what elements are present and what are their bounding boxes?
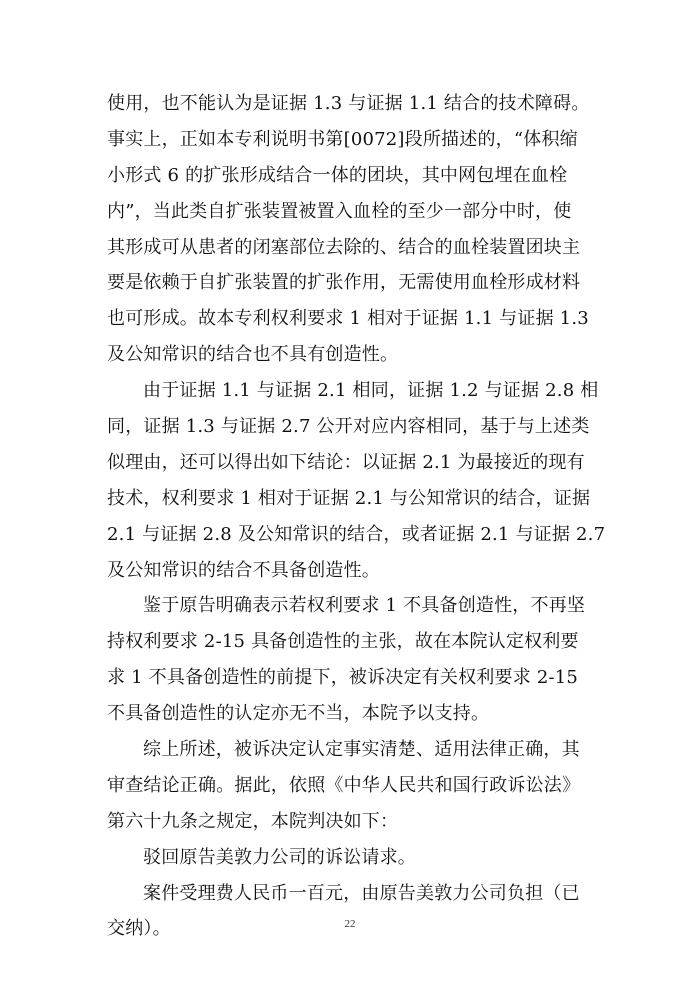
paragraph-start-line: 由于证据 1.1 与证据 2.1 相同，证据 1.2 与证据 2.8 相 xyxy=(143,380,599,402)
text-line: 及公知常识的结合不具备创造性。 xyxy=(107,559,380,581)
paragraph-start-line: 案件受理费人民币一百元，由原告美敦力公司负担（已 xyxy=(143,882,580,904)
text-line: 要是依赖于自扩张装置的扩张作用，无需使用血栓形成材料 xyxy=(107,272,581,294)
text-line: 也可形成。故本专利权利要求 1 相对于证据 1.1 与证据 1.3 xyxy=(107,308,589,330)
paragraph-start-line: 鉴于原告明确表示若权利要求 1 不具备创造性，不再坚 xyxy=(143,595,586,617)
text-line: 其形成可从患者的闭塞部位去除的、结合的血栓装置团块主 xyxy=(107,236,581,258)
text-line: 小形式 6 的扩张形成结合一体的团块，其中网包埋在血栓 xyxy=(107,164,568,186)
text-line: 交纳）。 xyxy=(107,918,171,940)
paragraph-start-line: 综上所述，被诉决定认定事实清楚、适用法律正确，其 xyxy=(143,739,580,761)
body-text xyxy=(107,86,606,947)
text-line: 使用，也不能认为是证据 1.3 与证据 1.1 结合的技术障碍。 xyxy=(107,93,590,114)
text-line: 持权利要求 2-15 具备创造性的主张，故在本院认定权利要 xyxy=(107,631,579,653)
page-number: 22 xyxy=(344,918,356,930)
text-line: 似理由，还可以得出如下结论：以证据 2.1 为最接近的现有 xyxy=(107,451,585,473)
text-line: 第六十九条之规定，本院判决如下： xyxy=(107,810,399,832)
text-line: 及公知常识的结合也不具有创造性。 xyxy=(107,344,399,366)
text-line: 2.1 与证据 2.8 及公知常识的结合，或者证据 2.1 与证据 2.7 xyxy=(107,523,606,545)
text-line: 审查结论正确。据此，依照《中华人民共和国行政诉讼法》 xyxy=(107,774,581,796)
text-line: 事实上，正如本专利说明书第[0072]段所描述的，“体积缩 xyxy=(107,128,578,150)
judgment-line: 驳回原告美敦力公司的诉讼请求。 xyxy=(143,846,416,868)
text-line: 技术，权利要求 1 相对于证据 2.1 与公知常识的结合，证据 xyxy=(107,487,591,509)
text-line: 求 1 不具备创造性的前提下，被诉决定有关权利要求 2-15 xyxy=(107,667,579,689)
text-line: 不具备创造性的认定亦无不当，本院予以支持。 xyxy=(107,703,490,725)
text-line: 同，证据 1.3 与证据 2.7 公开对应内容相同，基于与上述类 xyxy=(107,416,590,438)
text-line: 内”，当此类自扩张装置被置入血栓的至少一部分中时，使 xyxy=(107,200,572,222)
